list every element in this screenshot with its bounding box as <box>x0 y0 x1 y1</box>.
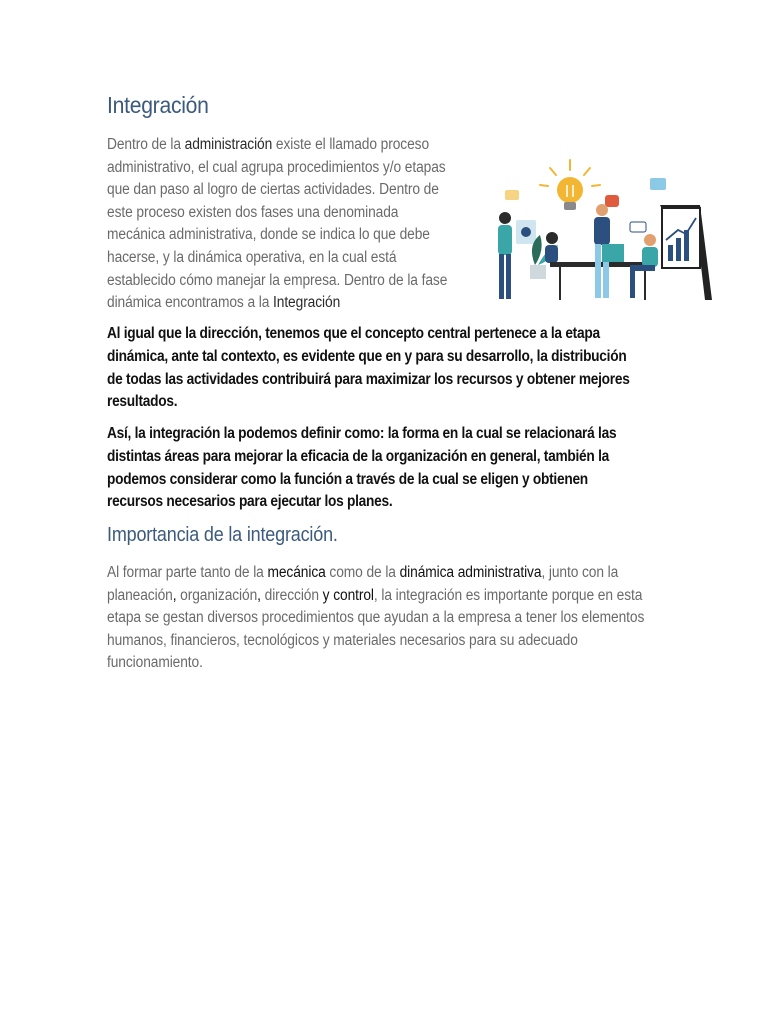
intro-text-1: Dentro de la <box>107 136 185 153</box>
intro-paragraph <box>107 134 454 315</box>
imp-text-2: como de la <box>325 564 400 581</box>
person-holding-gear-icon <box>498 212 536 299</box>
imp-text-1: Al formar parte tanto de la <box>107 564 268 581</box>
photo-icon <box>650 178 666 190</box>
standing-person-icon <box>594 204 624 298</box>
lightbulb-icon <box>540 160 600 210</box>
imp-keyword-control: y control <box>322 586 374 604</box>
seated-person-icon <box>545 232 572 267</box>
chat-bubble-icon <box>605 195 619 207</box>
imp-keyword-dinamica: dinámica administrativa <box>399 564 542 581</box>
imp-text-3: , junto con la planeación <box>107 564 619 604</box>
intro-text-2: existe el llamado proceso administrativo, el cual agrupa procedimientos y/o etapas que dan paso al logro de ciertas actividades. Dentro de este proceso existen dos fases una denominada mecánica administrativa, donde se indica lo que debe hacerse, y la dinámica operativa, en la cual está establecido cómo manejar la empresa. Dentro de la fase dinámica encontramos a la <box>107 136 448 312</box>
imp-comma-1: , <box>172 586 177 604</box>
imp-text-4: organización <box>176 586 258 604</box>
dots-bubble-icon <box>630 222 646 232</box>
imp-keyword-mecanica: mecánica <box>267 564 326 581</box>
section-heading-importance: Importancia de la integración. <box>107 524 338 546</box>
message-icon <box>505 190 519 200</box>
paragraph-concept: Al igual que la dirección, tenemos que el concepto central pertenece a la etapa dinámica, ante tal contexto, es evidente que en y para su desarrollo, la distribución de todas las actividades contribuirá para maximizar los recursos y obtener mejores resultados. <box>107 325 630 411</box>
imp-text-6: , la integración es importante porque en esta etapa se gestan diversos procedimientos que ayudan a la empresa a tener los elementos humanos, financieros, tecnológicos y materiales necesarios para su adecuado funcionamiento. <box>107 586 645 672</box>
paragraph-definition: Así, la integración la podemos definir como: la forma en la cual se relacionará las distintas áreas para mejorar la eficacia de la organización en general, también la podemos considerar como la función a través de la cual se eligen y obtienen recursos necesarios para ejecutar los planes. <box>107 425 617 511</box>
importance-paragraph <box>107 562 656 675</box>
team-meeting-illustration <box>490 140 720 305</box>
presentation-board-icon <box>660 205 712 300</box>
imp-comma-2: , <box>257 586 261 604</box>
imp-text-5: dirección <box>260 586 323 604</box>
intro-keyword-administracion: administración <box>184 136 273 153</box>
page-title: Integración <box>107 92 209 118</box>
intro-keyword-integracion: Integración <box>273 294 341 312</box>
